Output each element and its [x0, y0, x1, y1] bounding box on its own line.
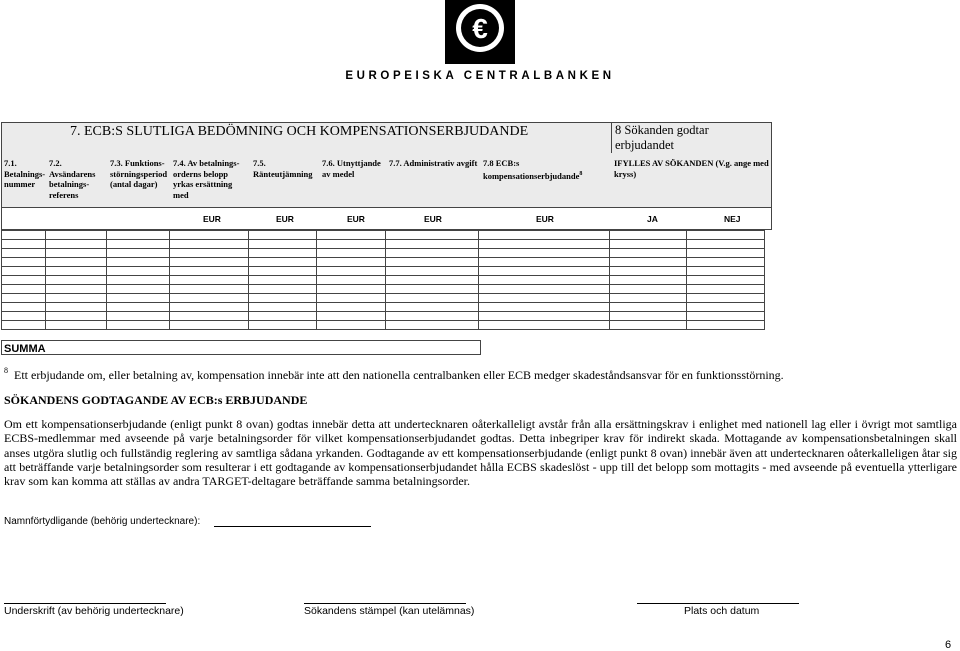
signature-label: Underskrift (av behörig undertecknare)	[4, 605, 184, 617]
header-divider	[611, 123, 612, 153]
table-cell[interactable]	[170, 267, 249, 276]
table-cell[interactable]	[386, 240, 479, 249]
table-cell[interactable]	[170, 231, 249, 240]
table-row	[2, 258, 765, 267]
table-cell[interactable]	[107, 321, 170, 330]
table-cell[interactable]	[2, 303, 46, 312]
column-header-applicant: IFYLLES AV SÖKANDEN (V.g. ange med kryss)	[614, 158, 769, 179]
table-cell[interactable]	[687, 294, 765, 303]
ecb-logo	[445, 0, 515, 64]
table-cell[interactable]	[687, 312, 765, 321]
no-label: NEJ	[724, 214, 741, 224]
table-cell[interactable]	[249, 285, 317, 294]
table-cell[interactable]	[249, 303, 317, 312]
table-cell[interactable]	[170, 249, 249, 258]
column-header-interest-compensation: 7.5. Ränteutjämning	[253, 158, 313, 179]
table-row	[2, 249, 765, 258]
table-cell[interactable]	[46, 285, 107, 294]
footnote-text: Ett erbjudande om, eller betalning av, kompensation innebär inte att den nationella centralbanken eller ECB medger skadeståndsansvar för en funktionsstörning.	[14, 368, 784, 382]
section8-title: 8 Sökanden godtar erbjudandet	[615, 123, 709, 152]
currency-label: EUR	[536, 214, 554, 224]
table-cell[interactable]	[2, 258, 46, 267]
acceptance-title: SÖKANDENS GODTAGANDE AV ECB:s ERBJUDANDE	[4, 393, 308, 407]
table-cell[interactable]	[249, 240, 317, 249]
table-cell[interactable]	[386, 312, 479, 321]
table-cell[interactable]	[386, 249, 479, 258]
table-cell[interactable]	[317, 258, 386, 267]
table-cell[interactable]	[46, 240, 107, 249]
table-cell[interactable]	[317, 294, 386, 303]
column-header-disruption-period: 7.3. Funktions-störningsperiod (antal dagar)	[110, 158, 168, 189]
table-row	[2, 303, 765, 312]
table-cell[interactable]	[386, 303, 479, 312]
table-cell[interactable]	[46, 312, 107, 321]
table-cell[interactable]	[107, 294, 170, 303]
table-cell[interactable]	[479, 321, 610, 330]
place-date-label: Plats och datum	[684, 605, 760, 617]
compensation-grid	[1, 230, 765, 330]
acceptance-text: Om ett kompensationserbjudande (enligt punkt 8 ovan) godtas innebär detta att undertecknaren oåterkalleligt avstår från alla ersättningskrav i enlighet med nationell lag eller i övrigt mot samtliga ECBS-medlemmar med avseende på varje betalningsorder för vilket kompensationserbjudandet godtas. Detta inbegriper krav för indirekt skada. Mottagande av kompensationsbetalningen skall anses utgöra slutlig och fullständig reglering av samtliga sådana yrkanden. Godtagande av ett kompensationserbjudande (enligt punkt 8 ovan) innebär även att undertecknaren oåterkalleligen åtar sig att beträffande varje betalningsorder som resulterar i ett godtagande av kompensationserbjudandet hålla ECBS skadeslöst - upp till det belopp som mottagits - med avseende på eventuella ytterligare krav som kan komma att ställas av andra TARGET-deltagare beträffande samma betalningsorder.	[4, 417, 957, 489]
table-cell[interactable]	[2, 249, 46, 258]
table-cell[interactable]	[386, 276, 479, 285]
table-cell[interactable]	[687, 231, 765, 240]
table-cell[interactable]	[170, 303, 249, 312]
table-cell[interactable]	[386, 231, 479, 240]
table-cell[interactable]	[479, 285, 610, 294]
table-cell[interactable]	[170, 321, 249, 330]
table-cell[interactable]	[687, 267, 765, 276]
table-cell[interactable]	[317, 285, 386, 294]
currency-label: EUR	[276, 214, 294, 224]
yes-label: JA	[647, 214, 658, 224]
table-cell[interactable]	[479, 258, 610, 267]
organisation-name: EUROPEISKA CENTRALBANKEN	[345, 70, 615, 82]
table-cell[interactable]	[2, 285, 46, 294]
table-cell[interactable]	[317, 321, 386, 330]
table-cell[interactable]	[249, 231, 317, 240]
table-cell[interactable]	[610, 285, 687, 294]
place-date-line[interactable]	[637, 603, 799, 604]
table-row	[2, 267, 765, 276]
table-cell[interactable]	[687, 285, 765, 294]
table-row	[2, 285, 765, 294]
table-cell[interactable]	[107, 249, 170, 258]
table-cell[interactable]	[386, 321, 479, 330]
signature-line[interactable]	[4, 603, 166, 604]
table-cell[interactable]	[46, 294, 107, 303]
page-number: 6	[945, 639, 952, 651]
svg-text:€: €	[472, 13, 488, 44]
column-header-ecb-offer: 7.8 ECB:s kompensationserbjudande$^8$	[483, 158, 583, 181]
table-cell[interactable]	[386, 294, 479, 303]
column-header-use-of-funds: 7.6. Utnyttjande av medel	[322, 158, 381, 179]
footnote	[4, 366, 954, 383]
table-cell[interactable]	[479, 294, 610, 303]
table-cell[interactable]	[107, 240, 170, 249]
table-cell[interactable]	[170, 312, 249, 321]
table-cell[interactable]	[170, 285, 249, 294]
table-cell[interactable]	[2, 267, 46, 276]
currency-label: EUR	[203, 214, 221, 224]
table-cell[interactable]	[610, 303, 687, 312]
table-cell[interactable]	[687, 276, 765, 285]
table-cell[interactable]	[317, 240, 386, 249]
sum-label: SUMMA	[4, 343, 46, 355]
table-cell[interactable]	[687, 321, 765, 330]
table-cell[interactable]	[386, 267, 479, 276]
table-cell[interactable]	[479, 249, 610, 258]
table-cell[interactable]	[479, 240, 610, 249]
stamp-label: Sökandens stämpel (kan utelämnas)	[304, 605, 475, 617]
table-cell[interactable]	[317, 231, 386, 240]
table-cell[interactable]	[46, 258, 107, 267]
table-cell[interactable]	[479, 303, 610, 312]
table-cell[interactable]	[479, 312, 610, 321]
table-cell[interactable]	[249, 294, 317, 303]
table-cell[interactable]	[610, 258, 687, 267]
table-cell[interactable]	[2, 312, 46, 321]
stamp-line[interactable]	[304, 603, 466, 604]
table-cell[interactable]	[2, 321, 46, 330]
table-cell[interactable]	[386, 285, 479, 294]
table-row	[2, 231, 765, 240]
table-row	[2, 321, 765, 330]
table-cell[interactable]	[46, 321, 107, 330]
table-cell[interactable]	[317, 303, 386, 312]
table-cell[interactable]	[479, 267, 610, 276]
table-cell[interactable]	[687, 258, 765, 267]
table-cell[interactable]	[317, 267, 386, 276]
table-cell[interactable]	[249, 276, 317, 285]
table-cell[interactable]	[107, 276, 170, 285]
table-cell[interactable]	[249, 321, 317, 330]
table-cell[interactable]	[170, 240, 249, 249]
footnote-number: 8	[4, 366, 8, 375]
table-cell[interactable]	[610, 321, 687, 330]
table-cell[interactable]	[46, 267, 107, 276]
table-cell[interactable]	[386, 258, 479, 267]
table-cell[interactable]	[46, 231, 107, 240]
table-cell[interactable]	[107, 258, 170, 267]
table-cell[interactable]	[2, 294, 46, 303]
table-cell[interactable]	[107, 312, 170, 321]
currency-label: EUR	[424, 214, 442, 224]
table-cell[interactable]	[46, 276, 107, 285]
table-cell[interactable]	[317, 312, 386, 321]
table-cell[interactable]	[107, 231, 170, 240]
name-clarification-label: Namnförtydligande (behörig undertecknare):	[4, 516, 201, 527]
table-cell[interactable]	[687, 240, 765, 249]
table-cell[interactable]	[687, 303, 765, 312]
table-cell[interactable]	[479, 231, 610, 240]
table-cell[interactable]	[610, 312, 687, 321]
name-clarification-line[interactable]	[214, 526, 371, 527]
table-cell[interactable]	[2, 240, 46, 249]
table-row	[2, 240, 765, 249]
table-cell[interactable]	[46, 303, 107, 312]
table-cell[interactable]	[107, 303, 170, 312]
table-cell[interactable]	[170, 258, 249, 267]
table-cell[interactable]	[317, 249, 386, 258]
table-cell[interactable]	[610, 240, 687, 249]
table-cell[interactable]	[687, 249, 765, 258]
table-cell[interactable]	[610, 267, 687, 276]
table-row	[2, 294, 765, 303]
table-cell[interactable]	[610, 276, 687, 285]
table-cell[interactable]	[317, 276, 386, 285]
table-cell[interactable]	[479, 276, 610, 285]
table-cell[interactable]	[610, 249, 687, 258]
column-header-payment-number: 7.1. Betalnings-nummer	[4, 158, 46, 189]
currency-label: EUR	[347, 214, 365, 224]
table-cell[interactable]	[170, 276, 249, 285]
table-cell[interactable]	[107, 285, 170, 294]
table-title: 7. ECB:S SLUTLIGA BEDÖMNING OCH KOMPENSATIONSERBJUDANDE	[70, 124, 529, 139]
table-cell[interactable]	[249, 267, 317, 276]
column-header-sender-reference: 7.2. Avsändarens betalnings-referens	[49, 158, 96, 200]
table-row	[2, 276, 765, 285]
table-cell[interactable]	[249, 249, 317, 258]
table-cell[interactable]	[170, 294, 249, 303]
sum-row	[1, 340, 481, 355]
table-row	[2, 312, 765, 321]
table-cell[interactable]	[249, 312, 317, 321]
table-cell[interactable]	[2, 276, 46, 285]
table-cell[interactable]	[249, 258, 317, 267]
table-cell[interactable]	[610, 294, 687, 303]
column-header-claim-amount: 7.4. Av betalnings-orderns belopp yrkas ersättning med	[173, 158, 240, 200]
table-cell[interactable]	[2, 231, 46, 240]
table-cell[interactable]	[610, 231, 687, 240]
column-header-admin-fee: 7.7. Administrativ avgift	[389, 158, 478, 168]
table-cell[interactable]	[107, 267, 170, 276]
table-cell[interactable]	[46, 249, 107, 258]
